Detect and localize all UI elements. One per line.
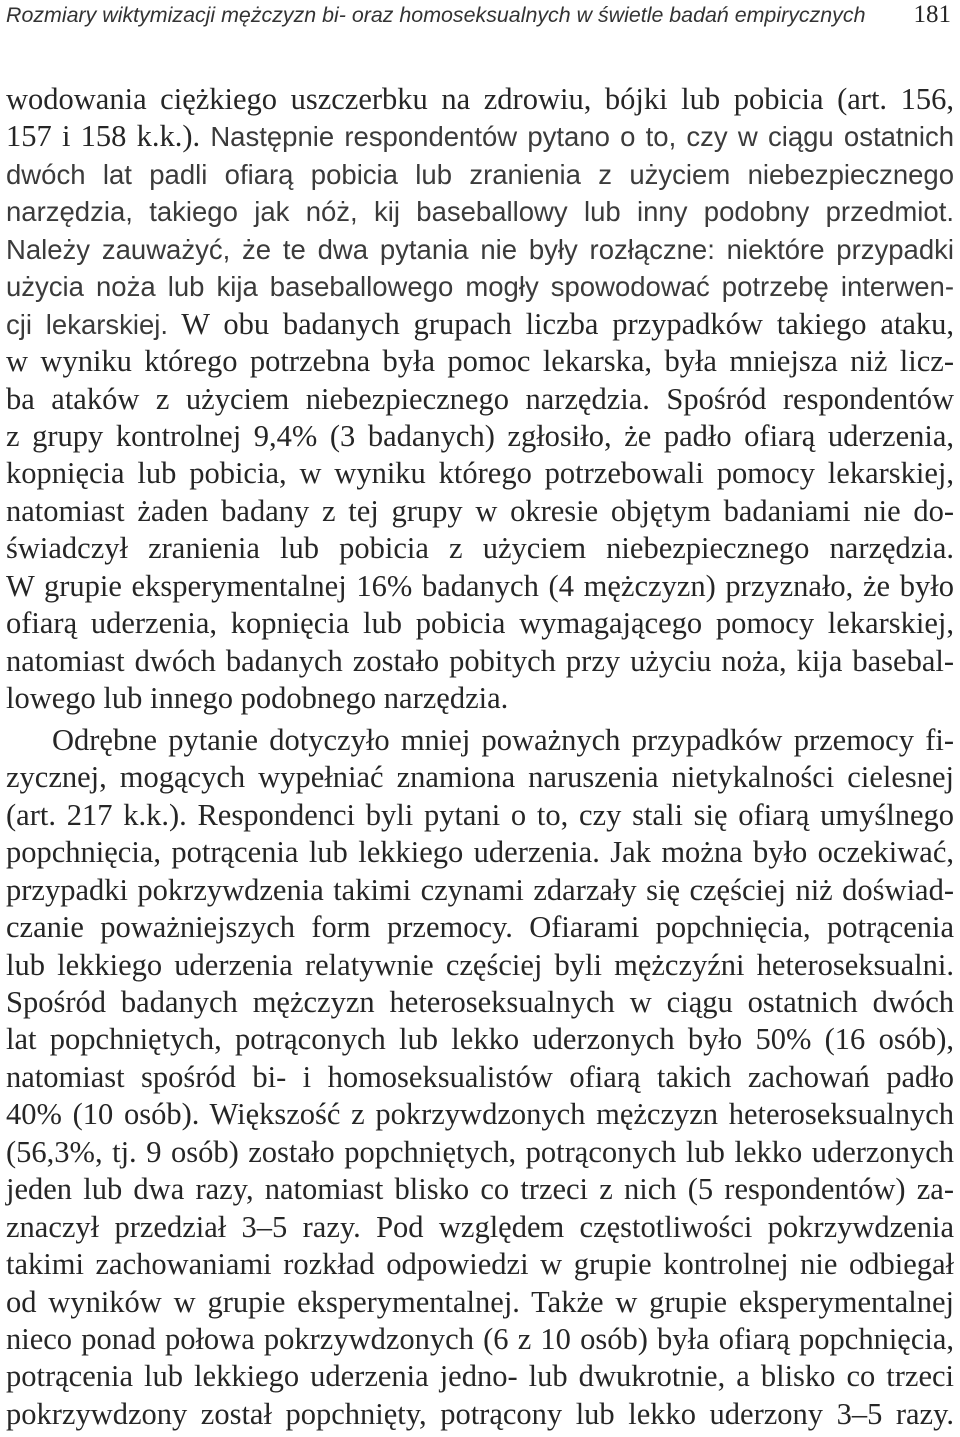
text-line [6, 268, 954, 305]
text-line [6, 1284, 954, 1321]
text-run: jeden lub dwa razy, natomiast blisko co trzeci z nich (5 respondentów) za- [6, 1172, 954, 1207]
text-run: potrącenia lub lekkiego uderzenia jedno- lub dwukrotnie, a blisko co trzeci [6, 1359, 954, 1394]
text-run: W grupie eksperymentalnej 16% badanych (4 mężczyzn) przyznało, że było [6, 568, 954, 603]
text-line [6, 1134, 954, 1171]
text-run: zycznej, mogących wypełniać znamiona naruszenia nietykalności cielesnej [6, 760, 954, 795]
text-run: od wyników w grupie eksperymentalnej. Także w grupie eksperymentalnej [6, 1284, 954, 1319]
paragraph-2 [6, 722, 954, 1433]
text-line [6, 759, 954, 796]
text-line [6, 381, 954, 418]
text-run: wodowania ciężkiego uszczerbku na zdrowiu, bójki lub pobicia (art. 156, [6, 82, 954, 116]
paragraph-1 [6, 81, 954, 717]
text-run: z grupy kontrolnej 9,4% (3 badanych) zgłosiło, że padło ofiarą uderzenia, [6, 418, 954, 453]
text-line [6, 797, 954, 834]
text-line [6, 872, 954, 909]
text-run: ofiarą uderzenia, kopnięcia lub pobicia wymagającego pomocy lekarskiej, [6, 606, 954, 641]
text-run: cji lekarskiej. [6, 308, 169, 340]
text-line [6, 605, 954, 642]
text-run: Należy zauważyć, że te dwa pytania nie były rozłączne: niektóre przypadki [6, 233, 954, 265]
text-line [6, 193, 954, 230]
text-run: (56,3%, tj. 9 osób) zostało popchniętych, potrąconych lub lekko uderzonych [6, 1134, 954, 1169]
text-run: lat popchniętych, potrąconych lub lekko uderzonych było 50% (16 osób), [6, 1022, 954, 1057]
body-text [6, 81, 954, 1433]
text-run: kopnięcia lub pobicia, w wyniku którego potrzebowali pomocy lekarskiej, [6, 456, 954, 491]
text-run: 157 i 158 k.k.). [6, 119, 201, 154]
text-run: dwóch lat padli ofiarą pobicia lub zranienia z użyciem niebezpiecznego [6, 158, 954, 190]
text-run: natomiast żaden badany z tej grupy w okresie objętym badaniami nie do- [6, 493, 954, 528]
text-run: Odrębne pytanie dotyczyło mniej poważnych przypadków przemocy fi- [52, 722, 954, 757]
text-line [6, 118, 954, 155]
text-line [6, 947, 954, 984]
text-line [6, 1059, 954, 1096]
text-line [6, 1396, 954, 1433]
text-line [6, 1021, 954, 1058]
text-line [6, 1358, 954, 1395]
text-run: czanie poważniejszych form przemocy. Ofiarami popchnięcia, potrącenia [6, 910, 954, 945]
text-line [6, 984, 954, 1021]
text-line [6, 493, 954, 530]
text-line [6, 680, 954, 717]
text-line [6, 834, 954, 871]
text-line [6, 1321, 954, 1358]
text-run: w wyniku którego potrzebna była pomoc lekarska, była mniejsza niż licz- [6, 344, 954, 379]
text-run: lowego lub innego podobnego narzędzia. [6, 681, 509, 715]
text-line [6, 568, 954, 605]
text-line [6, 1171, 954, 1208]
text-run: użycia noża lub kija baseballowego mogły spowodować potrzebę interwen- [6, 271, 954, 303]
text-run: pokrzywdzony został popchnięty, potrącony lub lekko uderzony 3–5 razy. [6, 1396, 954, 1431]
text-run: takimi zachowaniami rozkład odpowiedzi w grupie kontrolnej nie odbiegał [6, 1247, 954, 1282]
text-run: przypadki pokrzywdzenia takimi czynami zdarzały się częściej niż doświad- [6, 872, 954, 907]
text-line [6, 722, 954, 759]
text-run: natomiast dwóch badanych zostało pobitych przy użyciu noża, kija basebal- [6, 643, 954, 678]
text-run: (art. 217 k.k.). Respondenci byli pytani o to, czy stali się ofiarą umyślnego [6, 797, 954, 832]
text-run: Następnie respondentów pytano o to, czy w ciągu ostatnich [210, 121, 954, 153]
text-run: świadczył zranienia lub pobicia z użyciem niebezpiecznego narzędzia. [6, 531, 954, 566]
text-line [6, 81, 954, 118]
text-run: 40% (10 osób). Większość z pokrzywdzonych mężczyzn heteroseksualnych [6, 1097, 954, 1132]
text-line [6, 1246, 954, 1283]
text-run: natomiast spośród bi- i homoseksualistów ofiarą takich zachowań padło [6, 1059, 954, 1094]
text-line [6, 1096, 954, 1133]
text-line [6, 530, 954, 567]
text-run: narzędzia, takiego jak nóż, kij baseballowy lub inny podobny przedmiot. [6, 196, 954, 228]
text-line [6, 455, 954, 492]
text-run: popchnięcia, potrącenia lub lekkiego uderzenia. Jak można było oczekiwać, [6, 835, 954, 870]
text-run: Spośród badanych mężczyzn heteroseksualnych w ciągu ostatnich dwóch [6, 985, 954, 1019]
text-run: nieco ponad połowa pokrzywdzonych (6 z 10 osób) była ofiarą popchnięcia, [6, 1321, 954, 1356]
text-line [6, 643, 954, 680]
text-line [6, 306, 954, 343]
text-run: znaczył przedział 3–5 razy. Pod względem częstotliwości pokrzywdzenia [6, 1209, 954, 1244]
text-run: W obu badanych grupach liczba przypadków takiego ataku, [181, 306, 954, 341]
text-line [6, 231, 954, 268]
text-line [6, 1209, 954, 1246]
text-line [6, 909, 954, 946]
text-run: lub lekkiego uderzenia relatywnie częściej byli mężczyźni heteroseksualni. [6, 947, 954, 982]
text-line [6, 343, 954, 380]
text-line [6, 156, 954, 193]
running-head: Rozmiary wiktymizacji mężczyzn bi- oraz homoseksualnych w świetle badań empirycznych [6, 3, 866, 27]
text-line [6, 418, 954, 455]
text-run: ba ataków z użyciem niebezpiecznego narzędzia. Spośród respondentów [6, 381, 954, 416]
page-number: 181 [913, 1, 951, 28]
